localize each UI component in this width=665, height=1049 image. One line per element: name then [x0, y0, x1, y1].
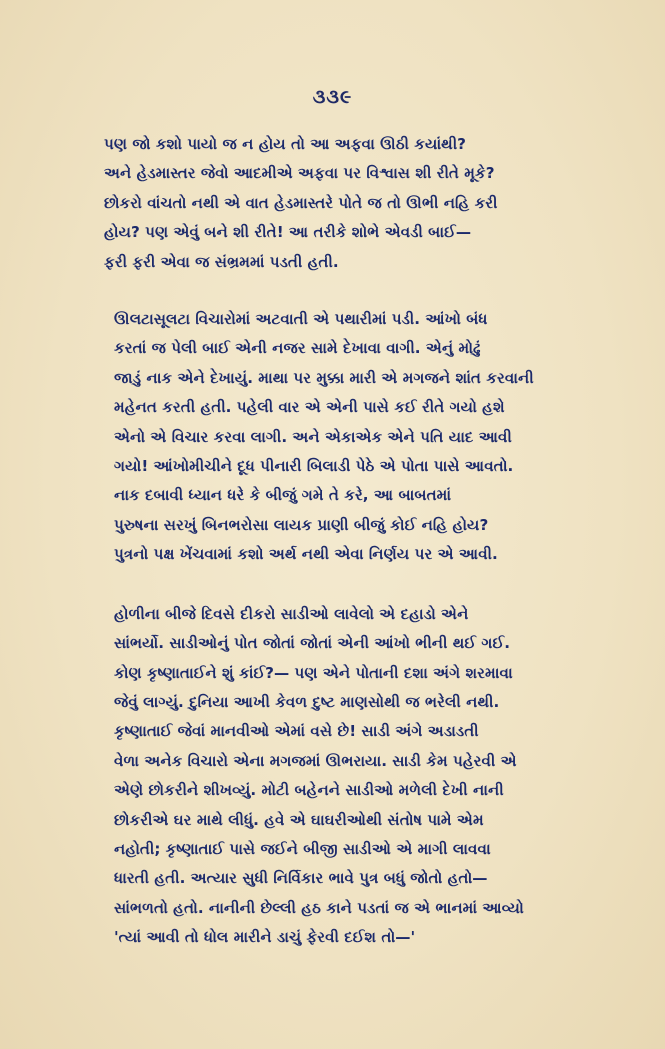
text-line: કૃષ્ણાતાઈ જેવાં માનવીઓ એમાં વસે છે! સાડી અંગે અડાડતી — [114, 722, 479, 741]
text-line: કોણ કૃષ્ણાતાઈને શું કાંઈ?— પણ એને પોતાની દશા અંગે શરમાવા — [114, 663, 513, 682]
text-line: નાક દબાવી ધ્યાન ધરે કે બીજું ગમે તે કરે, આ બાબતમાં — [114, 486, 452, 505]
text-line: જાડું નાક એને દેખાયું. માથા પર મુક્કા મારી એ મગજને શાંત કરવાની — [114, 368, 534, 387]
paragraph-1-continued — [84, 248, 604, 277]
text-line: એણે છોકરીને શીખવ્યું. મોટી બહેનને સાડીઓ મળેલી દેખી નાની — [114, 781, 504, 800]
text-line: અને હેડમાસ્તર જેવો આદમીએ અફવા પર વિશ્વાસ શી રીતે મૂકે? — [104, 164, 495, 183]
text-line: વેળા અનેક વિચારો એના મગજમાં ઊભરાયા. સાડી કેમ પહેરવી એ — [114, 751, 517, 770]
text-line: છોકરો વાંચતો નથી એ વાત હેડમાસ્તરે પોતે જ તો ઊભી નહિ કરી — [104, 193, 498, 212]
paragraph-1 — [84, 130, 604, 248]
text-line: એનો એ વિચાર કરવા લાગી. અને એકાએક એને પતિ યાદ આવી — [114, 427, 512, 446]
paragraph-2 — [84, 305, 604, 570]
text-line: ફરી ફરી એવા જ સંભ્રમમાં પડતી હતી. — [104, 252, 339, 271]
text-line: કરતાં જ પેલી બાઈ એની નજર સામે દેખાવા વાગી. એનું મોઢું — [114, 339, 481, 358]
text-line: ઊલટાસૂલટા વિચારોમાં અટવાતી એ પથારીમાં પડી. આંખો બંધ — [114, 310, 488, 329]
text-line: હોળીના બીજે દિવસે દીકરો સાડીઓ લાવેલો એ દહાડો એને — [114, 604, 469, 623]
text-line: ધારતી હતી. અત્યાર સુધી નિર્વિકાર ભાવે પુત્ર બધું જોતો હતો— — [114, 869, 488, 888]
page-number: ૩૩૯ — [312, 86, 353, 108]
text-line: પુરુષના સરખું બિનભરોસા લાયક પ્રાણી બીજું કોઈ નહિ હોય? — [114, 515, 489, 534]
text-line: હોય? પણ એવું બને શી રીતે! આ તરીકે શોભે એવડી બાઈ— — [104, 223, 472, 242]
text-line: જેવું લાગ્યું. દુનિયા આખી કેવળ દુષ્ટ માણસોથી જ ભરેલી નથી. — [114, 692, 500, 711]
text-line: મહેનત કરતી હતી. પહેલી વાર એ એની પાસે કઈ રીતે ગયો હશે — [114, 398, 505, 417]
text-line: પુત્રનો પક્ષ ખેંચવામાં કશો અર્થ નથી એવા નિર્ણય પર એ આવી. — [114, 545, 498, 564]
text-line: સાંભળતો હતો. નાનીની છેલ્લી હઠ કાને પડતાં જ એ ભાનમાં આવ્યો — [114, 898, 524, 917]
paragraph-3 — [84, 600, 604, 953]
page-body — [84, 130, 604, 983]
text-line: 'ત્યાં આવી તો ધોલ મારીને ડાચું ફેરવી દઈશ તો—' — [114, 928, 416, 947]
text-line: સાંભર્યો. સાડીઓનું પોત જોતાં જોતાં એની આંખો ભીની થઈ ગઈ. — [114, 634, 510, 653]
text-line: નહોતી; કૃષ્ણાતાઈ પાસે જઈને બીજી સાડીઓ એ માગી લાવવા — [114, 839, 491, 858]
text-line: પણ જો કશો પાયો જ ન હોય તો આ અફવા ઊઠી કયાંથી? — [104, 135, 466, 153]
text-line: ગયો! આંખોમીચીને દૂધ પીનારી બિલાડી પેઠે એ પોતા પાસે આવતો. — [114, 457, 514, 476]
text-line: છોકરીએ ઘર માથે લીધું. હવે એ ઘાઘરીઓથી સંતોષ પામે એમ — [114, 810, 484, 829]
